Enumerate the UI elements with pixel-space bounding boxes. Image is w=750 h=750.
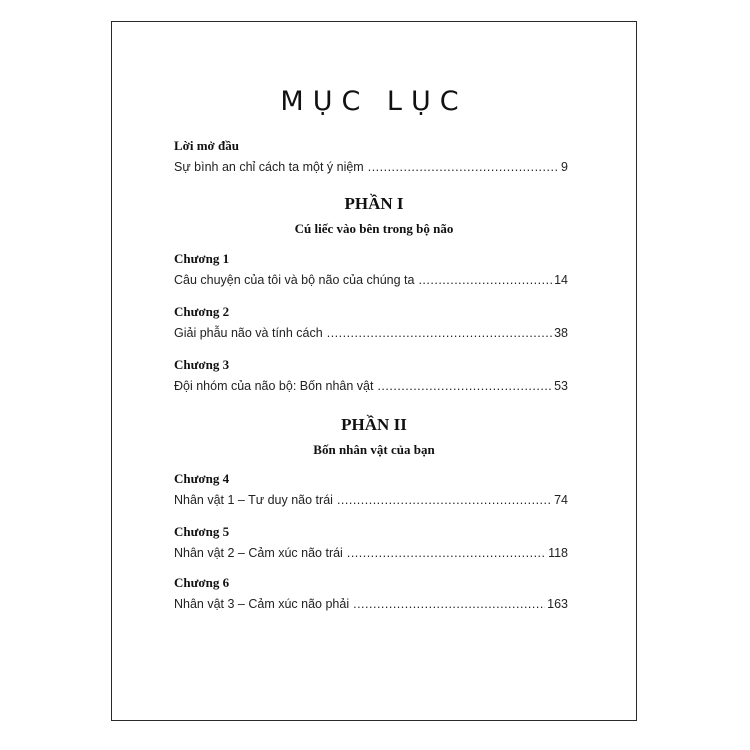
toc-entry[interactable] [174,377,568,395]
toc-entry[interactable] [174,324,568,342]
toc-section-chapter-5 [174,524,568,562]
toc-entry-page: 74 [554,493,568,507]
toc-section-chapter-1 [174,251,568,289]
part-heading-2 [112,415,636,458]
toc-entry-title: Nhân vật 3 – Cảm xúc não phải [174,597,350,611]
chapter-label: Chương 1 [174,251,230,266]
toc-entry-page: 38 [554,326,568,340]
toc-entry-page: 14 [554,273,568,287]
dot-leader [377,377,552,395]
chapter-label: Chương 2 [174,304,230,319]
part-subtitle: Bốn nhân vật của bạn [313,442,435,457]
part-title: PHẦN II [341,415,407,434]
page-title: MỤC LỤC [280,86,468,117]
toc-entry[interactable] [174,158,568,176]
toc-entry-page: 163 [547,597,568,611]
chapter-label: Chương 6 [174,575,230,590]
dot-leader [337,491,552,509]
toc-section-chapter-4 [174,471,568,509]
toc-entry-title: Câu chuyện của tôi và bộ não của chúng ta [174,273,415,287]
toc-entry-title: Nhân vật 1 – Tư duy não trái [174,493,333,507]
toc-section-chapter-2 [174,304,568,342]
toc-section-chapter-3 [174,357,568,395]
toc-entry-title: Sự bình an chỉ cách ta một ý niệm [174,160,364,174]
toc-entry[interactable] [174,595,568,613]
part-title: PHẦN I [344,194,404,213]
chapter-label: Chương 3 [174,357,230,372]
toc-entry[interactable] [174,544,568,562]
dot-leader [347,544,546,562]
toc-entry-title: Nhân vật 2 – Cảm xúc não trái [174,546,343,560]
chapter-label: Chương 4 [174,471,230,486]
part-heading-1 [112,194,636,237]
book-page [111,21,637,721]
toc-entry-title: Giải phẫu não và tính cách [174,326,323,340]
toc-entry-page: 53 [554,379,568,393]
part-subtitle: Cú liếc vào bên trong bộ não [294,221,454,236]
chapter-label: Chương 5 [174,524,230,539]
dot-leader [418,271,552,289]
dot-leader [368,158,559,176]
toc-entry[interactable] [174,271,568,289]
toc-section-chapter-6 [174,575,568,613]
preface-label: Lời mở đầu [174,138,239,153]
toc-entry-page: 9 [561,160,568,174]
toc-entry[interactable] [174,491,568,509]
dot-leader [327,324,552,342]
toc-section-preface [174,138,568,176]
dot-leader [353,595,545,613]
toc-entry-title: Đội nhóm của não bộ: Bốn nhân vật [174,379,374,393]
toc-entry-page: 118 [548,546,568,560]
